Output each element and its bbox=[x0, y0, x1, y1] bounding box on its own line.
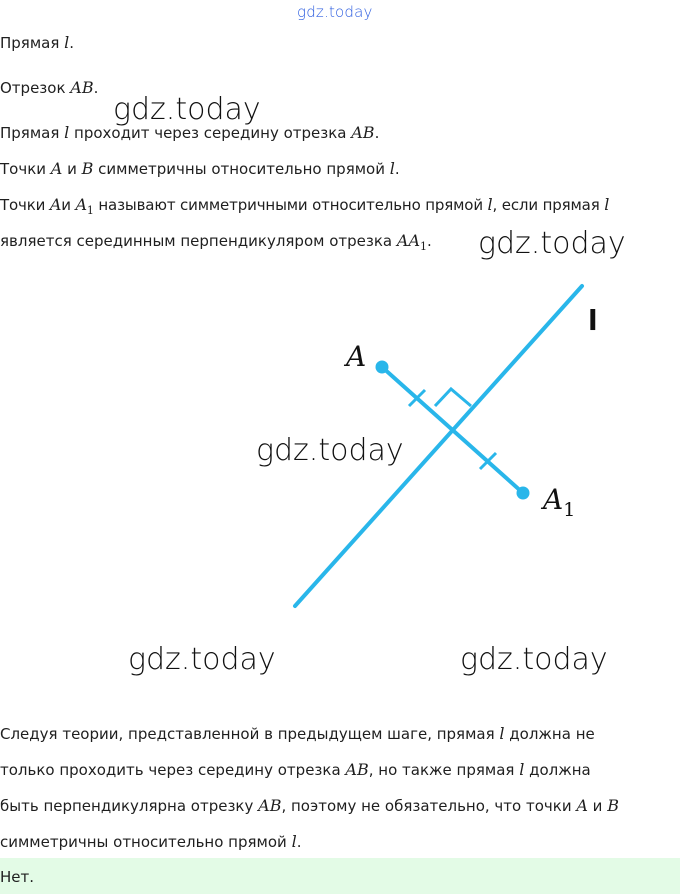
text-line-6: является серединным перпендикуляром отрезка $AA_1$. bbox=[0, 231, 432, 254]
watermark: gdz.today bbox=[460, 642, 608, 677]
text-line-2: Отрезок AB. bbox=[0, 78, 99, 97]
explanation-line-2: только проходить через середину отрезка AB, но также прямая l должна bbox=[0, 760, 591, 779]
right-angle-mark bbox=[435, 389, 471, 406]
explanation-line-1: Следуя теории, представленной в предыдущем шаге, прямая l должна не bbox=[0, 724, 595, 743]
watermark: gdz.today bbox=[478, 226, 626, 261]
explanation-line-3: быть перпендикулярна отрезку AB, поэтому не обязательно, что точки A и B bbox=[0, 796, 619, 815]
text-line-4: Точки A и B симметричны относительно прямой l. bbox=[0, 159, 400, 178]
watermark: gdz.today bbox=[128, 642, 276, 677]
text-line-5: Точки Aи $A_1$ называют симметричными относительно прямой l, если прямая l bbox=[0, 195, 610, 218]
answer-box bbox=[0, 858, 680, 894]
explanation-line-4: симметричны относительно прямой l. bbox=[0, 832, 302, 851]
label-a: A bbox=[346, 340, 367, 373]
label-l: l bbox=[588, 304, 598, 337]
watermark: gdz.today bbox=[256, 433, 404, 468]
watermark: gdz.today bbox=[113, 92, 261, 127]
text-line-3: Прямая l проходит через середину отрезка AB. bbox=[0, 123, 380, 142]
point-a1 bbox=[517, 487, 530, 500]
watermark-top: gdz.today bbox=[297, 3, 373, 21]
symmetry-figure bbox=[0, 260, 680, 640]
segment-aa1 bbox=[382, 367, 523, 493]
point-a bbox=[376, 361, 389, 374]
line-l bbox=[295, 286, 582, 606]
text-line-1: Прямая l. bbox=[0, 33, 75, 52]
answer-text: Нет. bbox=[0, 868, 35, 886]
label-a1: $A_1$ bbox=[543, 483, 576, 521]
